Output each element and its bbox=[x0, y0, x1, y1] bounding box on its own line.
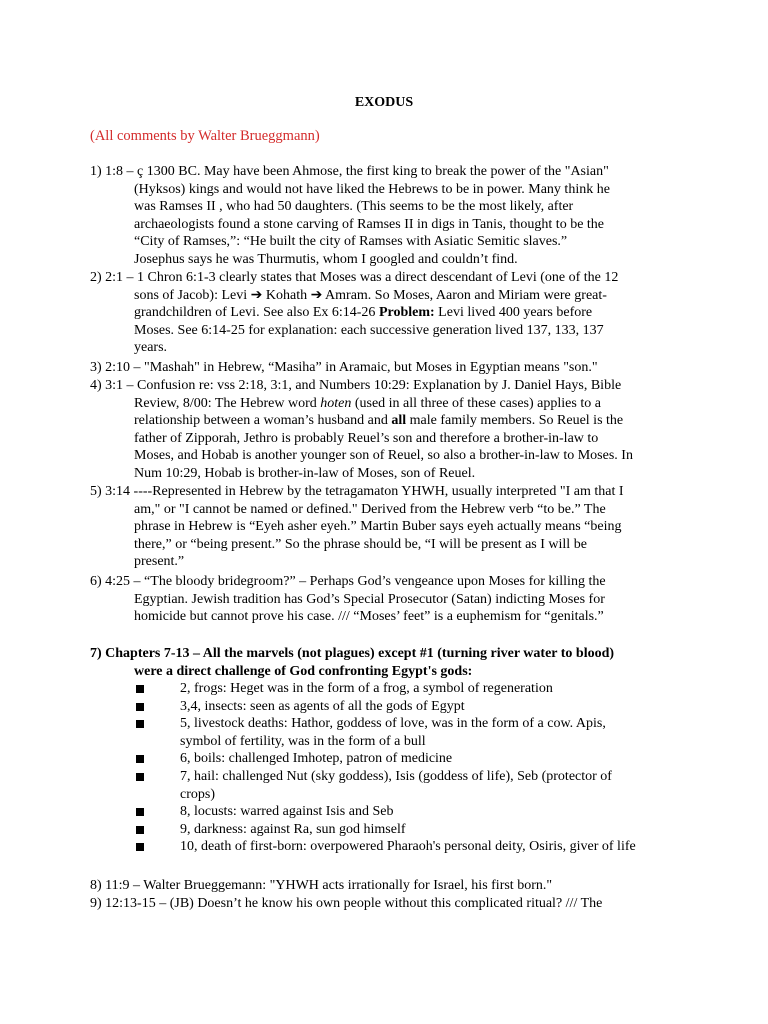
note-line: were a direct challenge of God confronting Egypt's gods: bbox=[134, 663, 473, 679]
note-item-9 bbox=[90, 895, 734, 913]
note-line: homicide but cannot prove his case. /// “Moses’ feet” is a euphemism for “genitals.” bbox=[134, 609, 604, 625]
note-item-1 bbox=[90, 163, 734, 269]
note-line: Josephus says he was Thurmutis, whom I googled and couldn’t find. bbox=[134, 251, 518, 267]
bullet-line: symbol of fertility, was in the form of a bull bbox=[180, 733, 426, 749]
bullet-line: 5, livestock deaths: Hathor, goddess of love, was in the form of a cow. Apis, bbox=[180, 716, 606, 732]
bullet-item bbox=[134, 680, 714, 698]
bullet-item bbox=[134, 715, 714, 750]
note-text: Review, 8/00: The Hebrew word bbox=[134, 395, 321, 411]
note-line: am," or "I cannot be named or defined." Derived from the Hebrew verb “to be.” The bbox=[134, 501, 606, 517]
note-line: was Ramses II , who had 50 daughters. (This seems to be the most likely, after bbox=[134, 199, 574, 215]
note-line: 1) 1:8 – ç 1300 BC. May have been Ahmose, the first king to break the power of the "Asian" bbox=[90, 164, 609, 179]
note-item-3 bbox=[90, 359, 734, 377]
bullet-item bbox=[134, 768, 714, 803]
note-line: Moses. See 6:14-25 for explanation: each successive generation lived 137, 133, 137 bbox=[134, 322, 604, 338]
note-line bbox=[134, 304, 734, 322]
bullet-item bbox=[134, 803, 714, 821]
document-title: EXODUS bbox=[354, 95, 414, 110]
note-text: male family members. So Reuel is the bbox=[406, 413, 624, 429]
note-line: archaeologists found a stone carving of Ramses II in digs in Tanis, thought to be the bbox=[134, 216, 605, 232]
bullet-item bbox=[134, 838, 714, 856]
square-bullet-icon bbox=[136, 685, 144, 693]
bullet-line: 3,4, insects: seen as agents of all the gods of Egypt bbox=[180, 698, 465, 714]
square-bullet-icon bbox=[136, 773, 144, 781]
bullet-item bbox=[134, 821, 714, 839]
note-text: Levi lived 400 years before bbox=[434, 305, 593, 321]
note-item-4 bbox=[90, 377, 734, 483]
note-line: 4) 3:1 – Confusion re: vss 2:18, 3:1, and Numbers 10:29: Explanation by J. Daniel Hays, Bible bbox=[90, 378, 622, 393]
square-bullet-icon bbox=[136, 843, 144, 851]
note-line: sons of Jacob): Levi ➔ Kohath ➔ Amram. So Moses, Aaron and Miriam were great- bbox=[134, 287, 607, 303]
square-bullet-icon bbox=[136, 720, 144, 728]
bullet-line: 6, boils: challenged Imhotep, patron of medicine bbox=[180, 751, 453, 767]
square-bullet-icon bbox=[136, 703, 144, 711]
bullet-line: 9, darkness: against Ra, sun god himself bbox=[180, 821, 406, 837]
note-line: 8) 11:9 – Walter Brueggemann: "YHWH acts irrationally for Israel, his first born." bbox=[90, 878, 553, 893]
note-line: Egyptian. Jewish tradition has God’s Special Prosecutor (Satan) indicting Moses for bbox=[134, 591, 605, 607]
note-line: Num 10:29, Hobab is brother-in-law of Moses, son of Reuel. bbox=[134, 465, 476, 481]
note-line: there,” or “being present.” So the phrase should be, “I will be present as I will be bbox=[134, 536, 587, 552]
note-text: (used in all three of these cases) applies to a bbox=[351, 395, 601, 411]
note-line: present.” bbox=[134, 554, 185, 570]
document-subtitle: (All comments by Walter Brueggmann) bbox=[90, 128, 320, 144]
note-text: grandchildren of Levi. See also Ex 6:14-26 bbox=[134, 305, 379, 321]
bullet-item bbox=[134, 698, 714, 716]
note-line: “City of Ramses,”: “He built the city of Ramses with Asiatic Semitic slaves.” bbox=[134, 234, 568, 250]
note-line: (Hyksos) kings and would not have liked the Hebrews to be in power. Many think he bbox=[134, 181, 610, 197]
note-line: father of Zipporah, Jethro is probably Reuel’s son and therefore a brother-in-law to bbox=[134, 430, 599, 446]
note-line: years. bbox=[134, 340, 168, 356]
square-bullet-icon bbox=[136, 826, 144, 834]
problem-label: Problem: bbox=[378, 305, 435, 321]
note-line bbox=[134, 395, 734, 413]
bullet-line: crops) bbox=[180, 786, 215, 802]
note-item-8 bbox=[90, 877, 734, 895]
note-item-6 bbox=[90, 573, 734, 626]
square-bullet-icon bbox=[136, 808, 144, 816]
square-bullet-icon bbox=[136, 755, 144, 763]
bullet-line: 8, locusts: warred against Isis and Seb bbox=[180, 804, 394, 820]
note-line: 7) Chapters 7-13 – All the marvels (not plagues) except #1 (turning river water to blood) bbox=[90, 646, 615, 661]
bullet-item bbox=[134, 750, 714, 768]
bullet-line: 2, frogs: Heget was in the form of a frog, a symbol of regeneration bbox=[180, 681, 553, 696]
note-item-7 bbox=[90, 645, 734, 680]
note-line: phrase in Hebrew is “Eyeh asher eyeh.” Martin Buber says eyeh actually means “being bbox=[134, 519, 622, 535]
marvels-bullet-list bbox=[134, 680, 714, 856]
note-item-5 bbox=[90, 483, 734, 571]
note-line: 6) 4:25 – “The bloody bridegroom?” – Perhaps God’s vengeance upon Moses for killing the bbox=[90, 574, 606, 589]
note-line: 5) 3:14 ----Represented in Hebrew by the tetragamaton YHWH, usually interpreted "I am that I bbox=[90, 484, 624, 499]
note-item-2 bbox=[90, 269, 734, 357]
note-line bbox=[134, 412, 734, 430]
bullet-line: 10, death of first-born: overpowered Pharaoh's personal deity, Osiris, giver of life bbox=[180, 839, 636, 855]
note-line: 9) 12:13-15 – (JB) Doesn’t he know his own people without this complicated ritual? /// The bbox=[90, 896, 603, 911]
bullet-line: 7, hail: challenged Nut (sky goddess), Isis (goddess of life), Seb (protector of bbox=[180, 768, 612, 784]
note-line: 2) 2:1 – 1 Chron 6:1-3 clearly states that Moses was a direct descendant of Levi (one of the 12 bbox=[90, 270, 619, 285]
note-line: Moses, and Hobab is another younger son of Reuel, so also a brother-in-law to Moses. In bbox=[134, 448, 633, 464]
hebrew-word-hoten: hoten bbox=[320, 395, 352, 411]
note-line: 3) 2:10 – "Mashah" in Hebrew, “Masiha” in Aramaic, but Moses in Egyptian means "son." bbox=[90, 360, 598, 375]
note-text: relationship between a woman’s husband and bbox=[134, 413, 392, 429]
emphasis-all: all bbox=[391, 413, 407, 429]
